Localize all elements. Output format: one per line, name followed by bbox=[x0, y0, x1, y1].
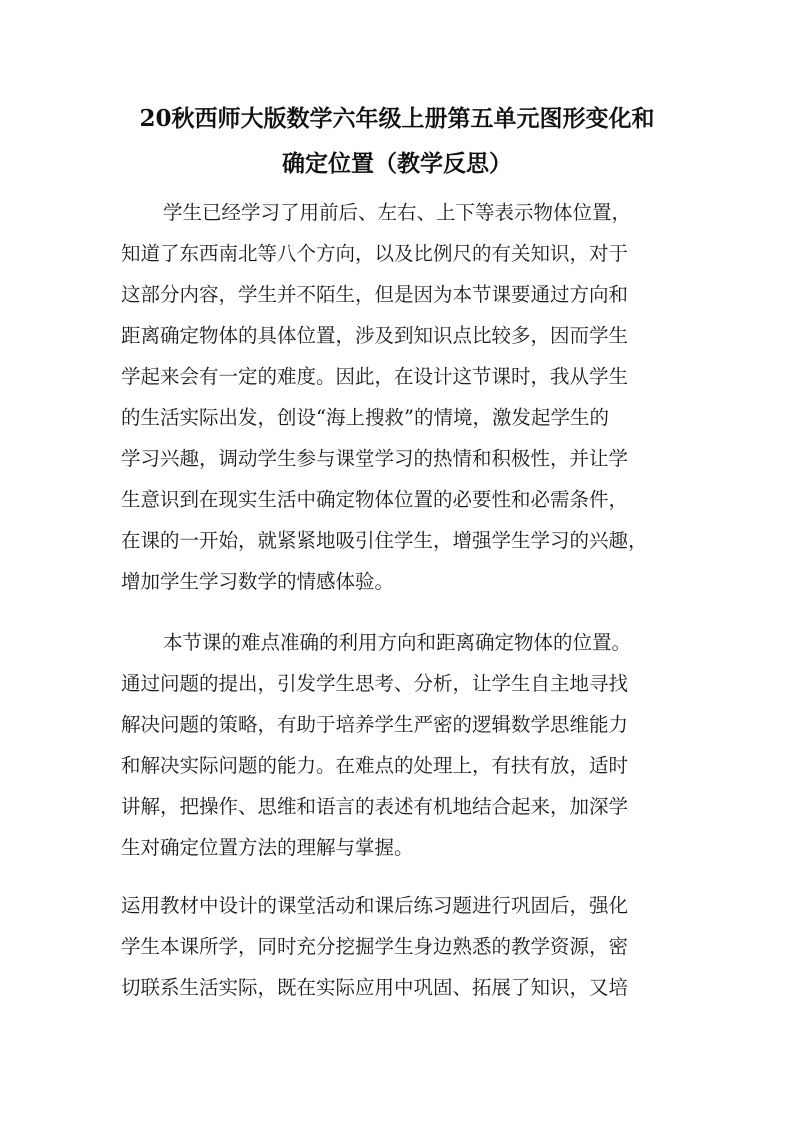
paragraph-line: 的生活实际出发，创设“海上搜救”的情境，激发起学生的 bbox=[121, 406, 609, 429]
paragraph-1 bbox=[121, 192, 696, 602]
paragraph-line: 解决问题的策略，有助于培养学生严密的逻辑数学思维能力 bbox=[121, 713, 629, 736]
paragraph-line: 学生已经学习了用前后、左右、上下等表示物体位置， bbox=[163, 201, 632, 224]
title-line: 20秋西师大版数学六年级上册第五单元图形变化和 bbox=[139, 105, 655, 132]
title-line: 确定位置（教学反思） bbox=[282, 150, 512, 177]
paragraph-line: 本节课的难点准确的利用方向和距离确定物体的位置。 bbox=[163, 631, 632, 654]
paragraph-line: 学生本课所学，同时充分挖掘学生身边熟悉的教学资源，密 bbox=[121, 935, 629, 958]
paragraph-line: 距离确定物体的具体位置，涉及到知识点比较多，因而学生 bbox=[121, 324, 629, 347]
paragraph-line: 切联系生活实际，既在实际应用中巩固、拓展了知识，又培 bbox=[121, 976, 629, 999]
paragraph-line: 这部分内容，学生并不陌生，但是因为本节课要通过方向和 bbox=[121, 283, 629, 306]
paragraph-line: 学习兴趣，调动学生参与课堂学习的热情和积极性，并让学 bbox=[121, 447, 629, 470]
paragraph-line: 学起来会有一定的难度。因此，在设计这节课时，我从学生 bbox=[121, 365, 629, 388]
paragraph-line: 运用教材中设计的课堂活动和课后练习题进行巩固后，强化 bbox=[121, 894, 629, 917]
paragraph-line: 生对确定位置方法的理解与掌握。 bbox=[121, 836, 414, 859]
paragraph-line: 知道了东西南北等八个方向，以及比例尺的有关知识，对于 bbox=[121, 242, 629, 265]
paragraph-line: 在课的一开始，就紧紧地吸引住学生，增强学生学习的兴趣， bbox=[121, 529, 648, 552]
paragraph-2 bbox=[121, 622, 696, 868]
paragraph-3 bbox=[121, 885, 696, 1008]
paragraph-line: 和解决实际问题的能力。在难点的处理上，有扶有放，适时 bbox=[121, 754, 629, 777]
document-title bbox=[110, 96, 684, 186]
paragraph-line: 讲解，把操作、思维和语言的表述有机地结合起来，加深学 bbox=[121, 795, 629, 818]
paragraph-line: 增加学生学习数学的情感体验。 bbox=[121, 570, 395, 593]
paragraph-line: 通过问题的提出，引发学生思考、分析，让学生自主地寻找 bbox=[121, 672, 629, 695]
paragraph-line: 生意识到在现实生活中确定物体位置的必要性和必需条件， bbox=[121, 488, 629, 511]
